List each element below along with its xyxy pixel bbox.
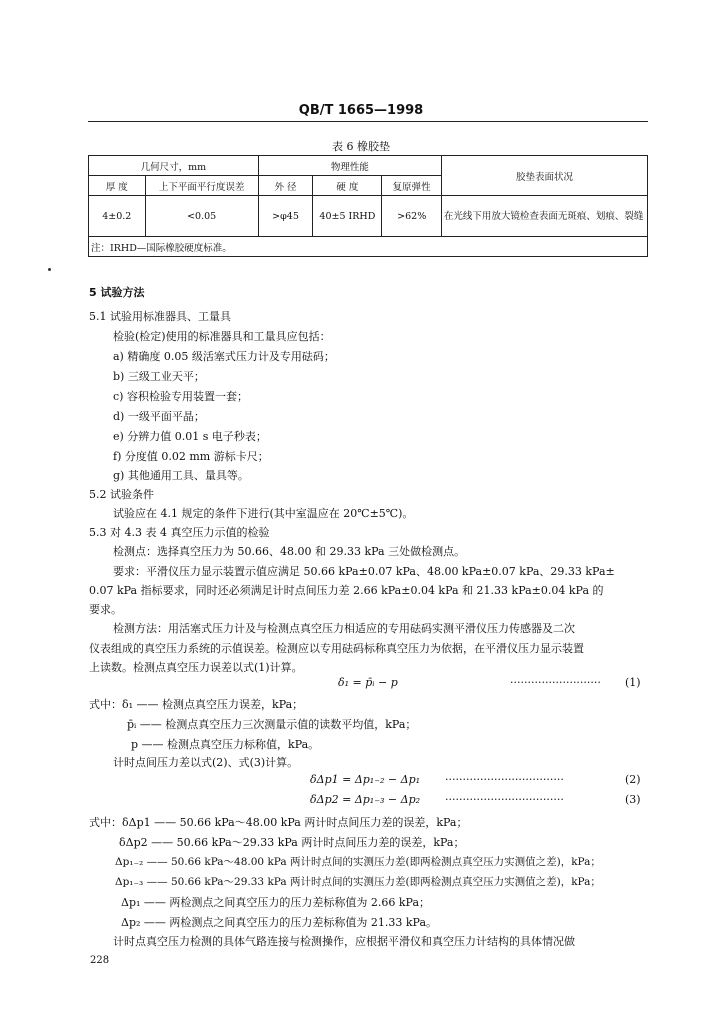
section-5-2-text: 试验应在 4.1 规定的条件下进行(其中室温应在 20℃±5℃)。 (113, 507, 414, 520)
requirement-line-1: 要求：平滑仪压力显示装置示值应满足 50.66 kPa±0.07 kPa、48.00 kPa±0.07 kPa、29.33 kPa± (113, 565, 615, 578)
equation-2: δΔp1 = Δp₁₋₂ − Δp₁ (310, 773, 421, 786)
list-item: f) 分度值 0.02 mm 游标卡尺； (113, 450, 269, 463)
section-5-1-intro: 检验(检定)使用的标准器具和工量具应包括： (113, 330, 331, 343)
th-physical: 物理性能 (258, 156, 441, 176)
where-2f: Δp₂ —— 两检测点之间真空压力的压力差标称值为 21.33 kPa。 (121, 916, 438, 929)
last-line: 计时点真空压力检测的具体气路连接与检测操作，应根据平滑仪和真空压力计结构的具体情况做 (113, 935, 575, 948)
td-outer: >φ45 (258, 196, 313, 237)
td-parallel: <0.05 (145, 196, 258, 237)
th-parallel: 上下平面平行度误差 (145, 176, 258, 196)
th-recovery: 复原弹性 (382, 176, 441, 196)
th-geometry: 几何尺寸，mm (89, 156, 259, 176)
page-number: 228 (90, 955, 110, 966)
td-recovery: >62% (382, 196, 441, 237)
th-outer: 外 径 (258, 176, 313, 196)
where-2c: Δp₁₋₂ —— 50.66 kPa～48.00 kPa 两计时点间的实测压力差(即两检测点真空压力实测值之差)，kPa； (115, 856, 601, 868)
th-thickness: 厚 度 (89, 176, 146, 196)
list-item: b) 三级工业天平； (113, 370, 205, 383)
scan-dot (48, 268, 51, 271)
where-2d: Δp₁₋₃ —— 50.66 kPa～29.33 kPa 两计时点间的实测压力差(即两检测点真空压力实测值之差)，kPa； (115, 876, 601, 888)
equation-2-number: (2) (625, 773, 641, 786)
where-2a: 式中：δΔp1 —— 50.66 kPa～48.00 kPa 两计时点间压力差的误差，kPa； (89, 816, 468, 829)
leader-dots: ·································· (445, 793, 564, 806)
table-note: 注：IRHD—国际橡胶硬度标准。 (89, 237, 648, 257)
list-item: e) 分辨力值 0.01 s 电子秒表； (113, 430, 267, 443)
page-header: QB/T 1665—1998 (298, 103, 424, 118)
list-item: a) 精确度 0.05 级活塞式压力计及专用砝码； (113, 350, 335, 363)
section-5-1-heading: 5.1 试验用标准器具、工量具 (89, 310, 231, 323)
td-surface: 在光线下用放大镜检查表面无斑痕、划痕、裂缝 (441, 196, 647, 237)
where-2e: Δp₁ —— 两检测点之间真空压力的压力差标称值为 2.66 kPa； (121, 896, 431, 909)
list-item: c) 容积检验专用装置一套； (113, 390, 248, 403)
equation-3-number: (3) (625, 793, 641, 806)
list-item: d) 一级平面平晶； (113, 410, 205, 423)
rubber-pad-table (88, 155, 648, 257)
td-hardness: 40±5 IRHD (313, 196, 382, 237)
where-2b: δΔp2 —— 50.66 kPa～29.33 kPa 两计时点间压力差的误差，kPa； (119, 836, 465, 849)
method-line-3: 上读数。检测点真空压力误差以式(1)计算。 (89, 661, 303, 674)
where-1b: p̄ᵢ —— 检测点真空压力三次测量示值的读数平均值，kPa； (127, 718, 417, 731)
section-5-3-heading: 5.3 对 4.3 表 4 真空压力示值的检验 (89, 526, 270, 539)
leader-dots: ·························· (510, 676, 601, 689)
where-1c: p —— 检测点真空压力标称值，kPa。 (131, 738, 320, 751)
section-5-heading: 5 试验方法 (89, 286, 145, 299)
th-surface: 胶垫表面状况 (441, 156, 647, 196)
equation-1-number: (1) (625, 676, 641, 689)
equation-1: δ₁ = p̄ᵢ − p (338, 676, 398, 689)
list-item: g) 其他通用工具、量具等。 (113, 469, 249, 482)
method-line-1: 检测方法：用活塞式压力计及与检测点真空压力相适应的专用砝码实测平滑仪压力传感器及二次 (113, 622, 575, 635)
calc-intro: 计时点间压力差以式(2)、式(3)计算。 (113, 756, 299, 769)
leader-dots: ·································· (445, 773, 564, 786)
where-1a: 式中：δ₁ —— 检测点真空压力误差，kPa； (89, 698, 304, 711)
td-thickness: 4±0.2 (89, 196, 146, 237)
method-line-2: 仪表组成的真空压力系统的示值误差。检测应以专用砝码标称真空压力为依据，在平滑仪压力显示装置 (89, 642, 584, 655)
th-hardness: 硬 度 (313, 176, 382, 196)
equation-3: δΔp2 = Δp₁₋₃ − Δp₂ (310, 793, 421, 806)
requirement-line-2: 0.07 kPa 指标要求，同时还必须满足计时点间压力差 2.66 kPa±0.04 kPa 和 21.33 kPa±0.04 kPa 的 (89, 584, 604, 597)
header-rule (88, 121, 648, 122)
section-5-2-heading: 5.2 试验条件 (89, 488, 154, 501)
check-points-text: 检测点：选择真空压力为 50.66、48.00 和 29.33 kPa 三处做检测点。 (113, 545, 466, 558)
table-caption: 表 6 橡胶垫 (332, 140, 390, 153)
requirement-line-3: 要求。 (89, 603, 122, 616)
